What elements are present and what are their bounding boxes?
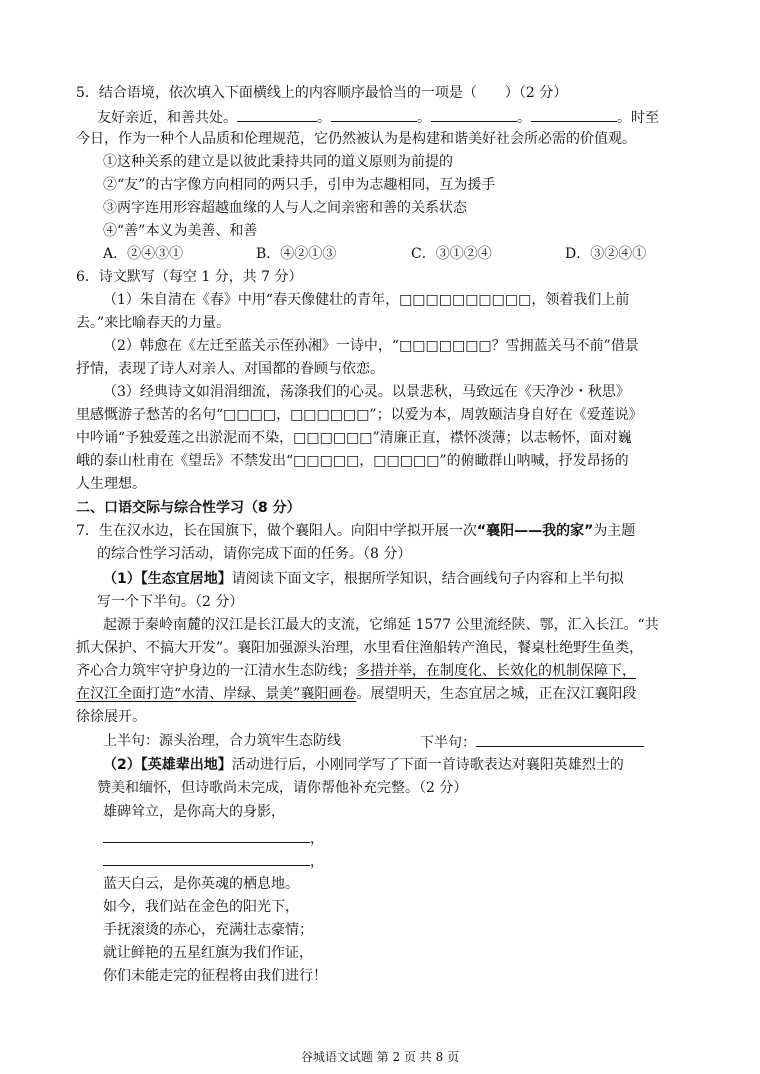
poem-line-7: 就让鲜艳的五星红旗为我们作证， xyxy=(103,945,313,961)
q6-p2-line1: （2）韩愈在《左迁至蓝关示侄孙湘》一诗中，“□□□□□□□？雪拥蓝关马不前”借景 xyxy=(103,338,639,354)
q6-p1-line2: 去。”来比喻春天的力量。 xyxy=(76,315,231,331)
q7-lower-answer-blank[interactable] xyxy=(476,730,644,747)
q7-passage-line4 xyxy=(76,683,636,706)
q7-passage-line4-plain: 。展望明天，生态宜居之城，正在汉江襄阳段 xyxy=(356,686,637,702)
poem-line-8: 你们未能走完的征程将由我们进行！ xyxy=(103,968,327,984)
q7-line1 xyxy=(76,520,635,543)
q7-passage-line2: 抓大保护、不搞大开发”。襄阳加强源头治理，水里看住渔船转产渔民，餐桌杜绝野生鱼类， xyxy=(76,640,644,656)
q7-underlined-sentence-part2: 在汉江全面打造“水清、岸绿、景美”襄阳画卷 xyxy=(76,686,357,702)
q7-sub2-text: 活动进行后，小刚同学写了下面一首诗歌表达对襄阳英雄烈士的 xyxy=(231,757,624,773)
q6-p3-line5: 人生理想。 xyxy=(76,476,146,492)
q7-sub2-title: 【英雄辈出地】 xyxy=(140,757,232,773)
q5-option-a: A．②④③① xyxy=(103,246,184,262)
q7-sub1-text: 请阅读下面文字，根据所学知识，结合画线句子内容和上半句拟 xyxy=(231,571,624,587)
q5-passage-line1: 友好亲近，和善共处。 。 。 。 。时至 xyxy=(97,105,659,130)
q7-line1-text: 7．生在汉水边，长在国旗下，做个襄阳人。向阳中学拟开展一次 xyxy=(76,523,477,539)
q7-sub2-number: （2） xyxy=(103,757,141,773)
q5-blank-1 xyxy=(237,105,317,122)
poem-line-5: 如今，我们站在金色的阳光下， xyxy=(103,899,299,915)
q7-lower-label: 下半句： xyxy=(420,735,476,751)
q5-item-4: ④“善”本义为美善、和善 xyxy=(103,223,258,239)
q7-passage-line3 xyxy=(76,660,636,683)
q7-upper-half: 上半句：源头治理，合力筑牢生态防线 xyxy=(103,733,341,749)
q7-sub1-number: （1） xyxy=(103,571,141,587)
q6-p1-line1: （1）朱自清在《春》中用“春天像健壮的青年，□□□□□□□□□□，领着我们上前 xyxy=(103,292,630,308)
q5-passage-start: 友好亲近，和善共处。 xyxy=(97,110,237,126)
poem-line-4: 蓝天白云，是你英魂的栖息地。 xyxy=(103,876,299,892)
q7-underlined-sentence-part1: 多措并举，在制度化、长效化的机制保障下， xyxy=(356,663,636,679)
q7-sub2-line2: 赞美和缅怀，但诗歌尚未完成，请你帮他补充完整。（2 分） xyxy=(97,780,468,796)
q7-line2: 的综合性学习活动，请你完成下面的任务。（8 分） xyxy=(97,546,412,562)
q7-passage-line1: 起源于秦岭南麓的汉江是长江最大的支流，它绵延 1577 公里流经陕、鄂，汇入长江。“共 xyxy=(103,617,659,633)
q7-sub1-title: 【生态宜居地】 xyxy=(140,571,232,587)
q5-option-b: B．④②①③ xyxy=(256,246,337,262)
q5-passage-end: 时至 xyxy=(631,110,659,126)
poem-line-1: 雄碑耸立，是你高大的身影， xyxy=(103,804,285,820)
q5-stem: 5．结合语境，依次填入下面横线上的内容顺序最恰当的一项是（ ）（2 分） xyxy=(76,85,568,101)
q5-blank-4 xyxy=(531,105,617,122)
q6-p3-line4: 峨的泰山杜甫在《望岳》不禁发出“□□□□□，□□□□□”的俯瞰群山呐喊，抒发昂扬的 xyxy=(76,453,629,469)
page-footer: 谷城语文试题 第 2 页 共 8 页 xyxy=(300,1050,460,1064)
q5-blank-3 xyxy=(431,105,517,122)
q5-item-1: ①这种关系的建立是以彼此秉持共同的道义原则为前提的 xyxy=(103,154,453,170)
q6-p2-line2: 抒情，表现了诗人对亲人、对国都的眷顾与依恋。 xyxy=(76,361,384,377)
q7-passage-line3-plain: 齐心合力筑牢守护身边的一江清水生态防线； xyxy=(76,663,356,679)
q6-p3-line2: 里感慨游子愁苦的名句“□□□□，□□□□□□”；以爱为本，周敦颐洁身自好在《爱莲说》 xyxy=(76,407,643,423)
q5-option-d: D．③②④① xyxy=(565,246,647,262)
q6-p3-line3: 中吟诵“予独爱莲之出淤泥而不染，□□□□□□”清廉正直，襟怀淡薄；以志畅怀，面对巍 xyxy=(76,430,632,446)
q5-passage-line2: 今日，作为一种个人品质和伦理规范，它仍然被认为是构建和谐美好社会所必需的价值观。 xyxy=(76,131,636,147)
q5-blank-2 xyxy=(331,105,417,122)
q7-passage-line5: 徐徐展开。 xyxy=(76,709,146,725)
q7-theme: “襄阳——我的家” xyxy=(476,523,594,539)
poem-answer-blank-1[interactable] xyxy=(103,826,310,843)
poem-answer-blank-2[interactable] xyxy=(103,849,310,866)
poem-blank-line-2 xyxy=(103,849,324,874)
q7-sub2-line1 xyxy=(103,754,624,777)
q5-item-3: ③两字连用形容超越血缘的人与人之间亲密和善的关系状态 xyxy=(103,200,467,216)
q7-sub1-line1 xyxy=(103,568,624,591)
q7-line1-end: 为主题 xyxy=(593,523,636,539)
q5-option-c: C．③①②④ xyxy=(411,246,492,262)
poem-line-6: 手抚滚烫的赤心，充满壮志豪情； xyxy=(103,922,313,938)
q6-p3-line1: （3）经典诗文如涓涓细流，荡涤我们的心灵。以景悲秋，马致远在《天净沙・秋思》 xyxy=(103,384,630,400)
q6-stem: 6．诗文默写（每空 1 分，共 7 分） xyxy=(76,269,303,285)
q7-sub1-line2: 写一个下半句。（2 分） xyxy=(97,594,244,610)
q7-lower-half xyxy=(420,730,644,755)
section-2-title: 二、口语交际与综合性学习（8 分） xyxy=(76,500,301,516)
q5-item-2: ②“友”的古字像方向相同的两只手，引申为志趣相同，互为援手 xyxy=(103,177,496,193)
poem-blank-comma-1: ， xyxy=(310,831,324,847)
poem-blank-line-1 xyxy=(103,826,324,851)
poem-blank-comma-2: ， xyxy=(310,854,324,870)
